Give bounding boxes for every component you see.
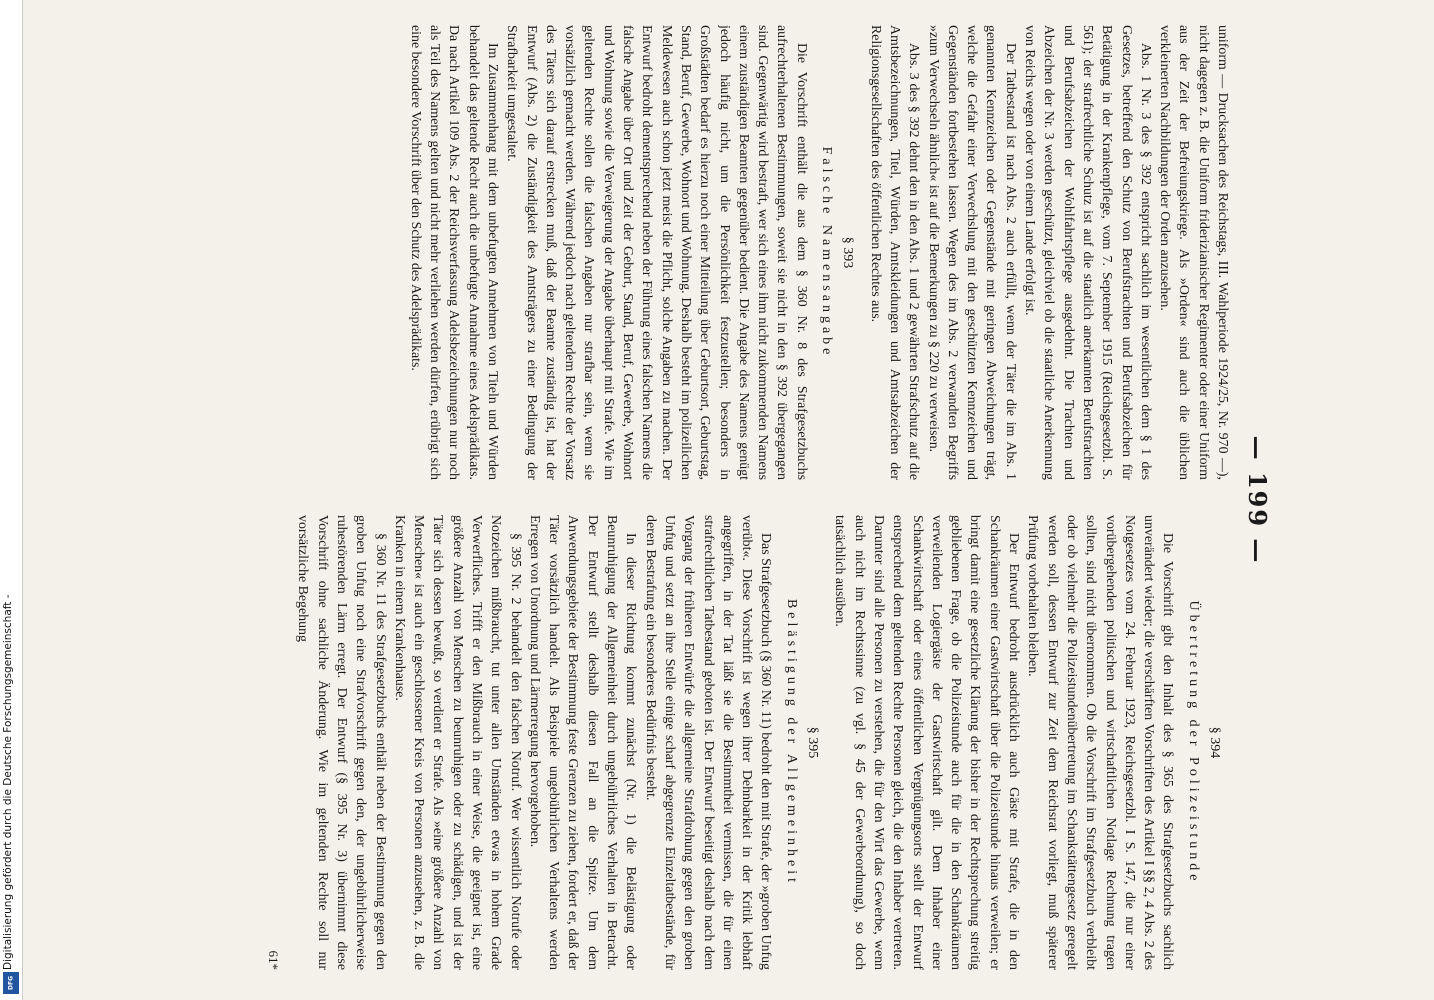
paragraph: Der Tatbestand ist nach Abs. 2 auch erfüllt, wenn der Täter die im Abs. 1 genannten Kennzeichen oder Gegenstände mit geringen Abweichungen trägt, welche die Gefahr einer Verwechslung mit den geschützten Kennzeichen und Gegenständen fortbestehen lassen. Wegen des im Abs. 2 verwandten Begriffs »zum Verwechseln ähnlich« ist auf die Bemerkungen zu § 220 zu verweisen. [925,25,1018,480]
signature-mark: 61* [266,950,282,970]
section-title-394: Übertretung der Polizeistunde [1185,600,1201,885]
paragraph: uniform — Drucksachen des Reichstags, III. Wahlperiode 1924/25, Nr. 970 —), nicht dagegen z. B. die Uniform friderizianischer Regimenter oder einer Uniform aus der Zeit der Befreiungskriege. Als »Orden« sind auch die üblichen verkleinerten Nachbildungen der Orden anzusehen. [1157,25,1230,480]
paragraph: Die Vorschrift gibt den Inhalt des § 365 des Strafgesetzbuchs sachlich unverändert wieder; die verschärften Vorschriften des Artikel I §§ 2, 4 Abs. 2 des Notgesetzes vom 24. Februar 1923, Reichsgesetzbl. I S. 147, die nur einer vorübergehenden politischen und wirtschaftlichen Notlage Rechnung tragen sollten, sind nicht übernommen. Ob die Vorschrift im Strafgesetzbuch verbleibt oder ob vielmehr die Polizeistundenübertretung im Schankstättengesetz geregelt werden soll, dessen Entwurf zur Zeit dem Reichsrat vorliegt, muß späterer Prüfung vorbehalten bleiben. [1025,515,1176,970]
digitization-sidebar [0,0,23,1000]
paragraph: In dieser Richtung kommt zunächst (Nr. 1) die Belästigung oder Beunruhigung der Allgemeinheit durch ungebührliches Verhalten in Betracht. Der Entwurf stellt deshalb diesen Fall an die Spitze. Um dem Anwendungsgebiete der Bestimmung feste Grenzen zu ziehen, fordert er, daß der Täter vorsätzlich handelt. Als Beispiele ungebührlichen Verhaltens werden Erregen von Unordnung und Lärmerregung hervorgehoben. [526,515,639,970]
page-number: — 199 — [1243,435,1272,565]
paragraph: Abs. 1 Nr. 3 des § 392 entspricht sachlich im wesentlichen dem § 1 des Gesetzes, betreffend den Schutz von Berufstrachten und Berufsabzeichen für Betätigung in der Krankenpflege, vom 7. September 1915 (Reichsgesetzbl. S. 561); der strafrechtliche Schutz ist auf die staatlich anerkannten Berufstrachten und Berufsabzeichen der Wohlfahrtspflege ausgedehnt. Die Trachten und Abzeichen der Nr. 3 werden geschützt, gleichviel ob die staatliche Anerkennung von Reichs wegen oder von einem Lande erfolgt ist. [1022,25,1153,480]
section-number-393: § 393 [840,236,856,269]
section-title-393: Falsche Namensangabe [819,146,835,359]
paragraph: Die Vorschrift enthält die aus dem § 360 Nr. 8 des Strafgesetzbuchs aufrechterhaltenen Bestimmungen, soweit sie nicht in den § 392 übergegangen sind. Gegenwärtig wird bestraft, wer sich eines ihm nicht zukommenden Namens einem zuständigen Beamten gegenüber bedient. Die Angabe des Namens genügt jedoch häufig nicht, um die Persönlichkeit festzustellen; besonders in Großstädten bedarf es hierzu noch einer Mitteilung über Geburtsort, Geburtstag, Stand, Beruf, Gewerbe, Wohnort und Wohnung. Deshalb besteht im polizeilichen Meldewesen auch schon jetzt meist die Pflicht, solche Angaben zu machen. Der Entwurf bedroht dementsprechend neben der Führung eines falschen Namens die falsche Angabe über Ort und Zeit der Geburt, Stand, Beruf, Gewerbe, Wohnort und Wohnung sowie die Verweigerung der Angabe überhaupt mit Strafe. Wie im geltenden Rechte sollen die falschen Angaben nur strafbar sein, wenn sie vorsätzlich gemacht werden. Während jedoch nach geltendem Rechte der Vorsatz des Täters sich darauf erstrecken muß, daß der Beamte zuständig ist, hat der Entwurf (Abs. 2) die Zuständigkeit des Amtsträgers zu einer Bedingung der Strafbarkeit umgestaltet. [504,25,809,480]
paragraph: Abs. 3 des § 392 dehnt den in den Abs. 1 und 2 gewährten Strafschutz auf die Amtsbezeichnungen, Titel, Würden, Amtskleidungen und Amtsabzeichen der Religionsgesellschaften des öffentlichen Rechtes aus. [867,25,922,480]
section-title-395: Belästigung der Allgemeinheit [783,598,799,887]
paragraph: Der Entwurf bedroht ausdrücklich auch Gäste mit Strafe, die in den Schankräumen einer Gastwirtschaft über die Polizeistunde hinaus verweilen; er bringt damit eine gesetzliche Klärung der bisher in der Rechtsprechung streitig gebliebenen Frage, ob die Polizeistunde auch für die in den Schankräumen verweilenden Logiergäste der Gastwirtschaft gilt. Dem Inhaber einer Schankwirtschaft oder eines öffentlichen Vergnügungsorts stellt der Entwurf entsprechend dem geltenden Rechte Personen gleich, die den Inhaber vertreten. Darunter sind alle Personen zu verstehen, die für den Wirt das Gewerbe, wenn auch nicht im Rechtssinne (zu vgl. § 45 der Gewerbeordnung), so doch tatsächlich ausüben. [832,515,1022,970]
left-column [182,25,1232,480]
section-number-395: § 395 [805,726,821,759]
right-column [182,515,1232,970]
dfg-logo-icon: DFG [3,972,19,994]
paragraph: § 395 Nr. 2 behandelt den falschen Notruf. Wer wissentlich Notrufe oder Notzeichen mißbraucht, tut unter allen Umständen etwas in hohem Grade Verwerfliches. Trifft er den Mißbrauch in einer Weise, die geeignet ist, eine größere Anzahl von Menschen zu beunruhigen oder zu schädigen, und ist der Täter sich dessen bewußt, so verdient er Strafe. Als »eine größere Anzahl von Menschen« ist auch ein geschlossener Kreis von Personen anzusehen, z. B. die Kranken in einem Krankenhause. [391,515,523,970]
paragraph: § 360 Nr. 11 des Strafgesetzbuchs enthält neben der Bestimmung gegen den groben Unfug noch eine Strafvorschrift gegen den, der ungebührlicherweise ruhestörenden Lärm erregt. Der Entwurf (§ 395 Nr. 3) übernimmt diese Vorschrift ohne sachliche Änderung. Wie im geltenden Rechte soll nur vorsätzliche Begehung [295,515,388,970]
digitization-note: Digitalisierung gefördert durch die Deutsche Forschungsgemeinschaft - [2,594,14,970]
section-number-394: § 394 [1207,726,1222,759]
scanned-page [142,25,1292,975]
paragraph: Das Strafgesetzbuch (§ 360 Nr. 11) bedroht den mit Strafe, der »groben Unfug verübt«. Diese Vorschrift ist wegen ihrer Dehnbarkeit in der Kritik lebhaft angegriffen, in der Tat läßt sie die Bestimmtheit vermissen, die für einen strafrechtlichen Tatbestand geboten ist. Der Entwurf beseitigt deshalb nach dem Vorgang der früheren Entwürfe die allgemeine Strafdrohung gegen den groben Unfug und setzt an ihre Stelle einige scharf abgegrenzte Einzeltatbestände, für deren Bestrafung ein besonderes Bedürfnis besteht. [642,515,774,970]
paragraph: Im Zusammenhang mit dem unbefugten Annehmen von Titeln und Würden behandelt das geltende Recht auch die unbefugte Annahme eines Adelsprädikats. Da nach Artikel 109 Abs. 2 der Reichsverfassung Adelsbezeichnungen nur noch als Teil des Namens gelten und nicht mehr verliehen werden dürfen, erübrigt sich eine besondere Vorschrift über den Schutz des Adelsprädikats. [407,25,501,480]
